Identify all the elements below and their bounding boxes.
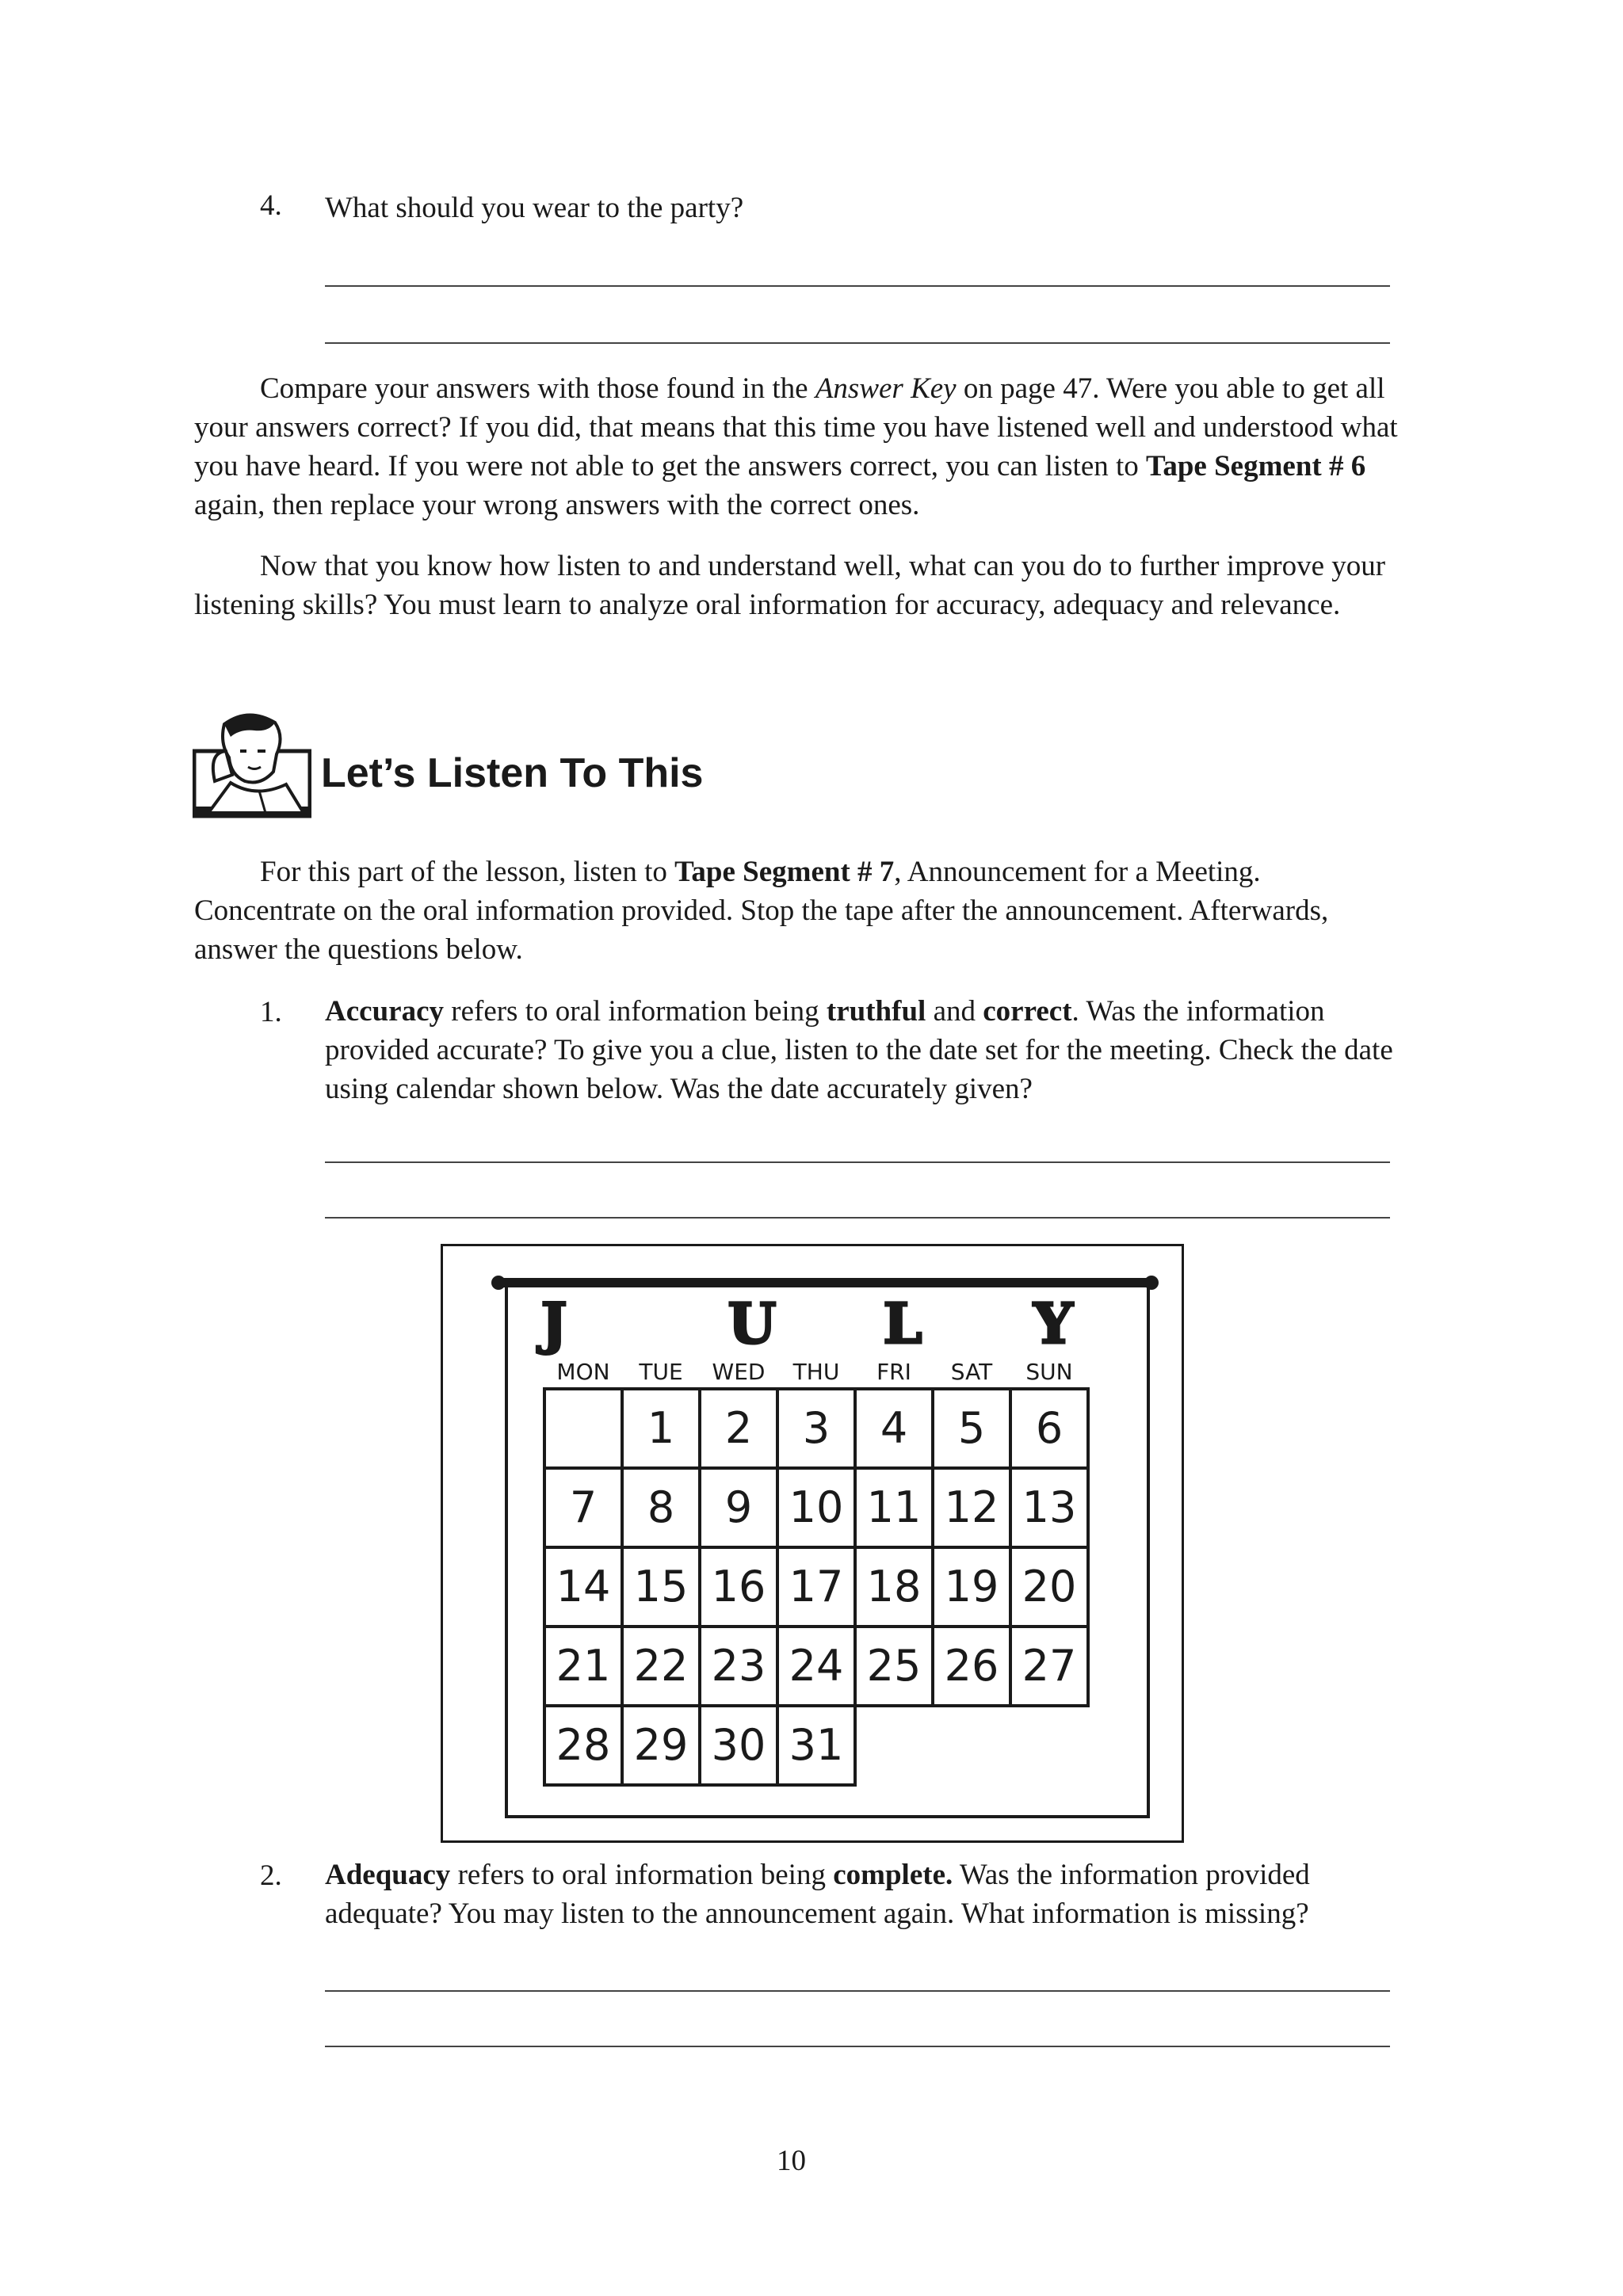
calendar-date: 5 (957, 1403, 986, 1453)
now-paragraph: Now that you know how listen to and understand well, what can you do to further improve your listening skills? You must learn to analyze oral information for accuracy, adequacy and relevance. (194, 550, 1386, 621)
month-letter: U (727, 1291, 777, 1356)
calendar-date: 4 (880, 1403, 908, 1453)
calendar-date: 17 (789, 1562, 844, 1611)
question-1-text: Accuracy refers to oral information being truthful and correct. Was the information provided accurate? To give you a clue, listen to the date set for the meeting. Check the date using calendar shown below. Was the date accurately given? (325, 995, 1393, 1105)
day-header: TUE (639, 1359, 683, 1385)
calendar-date: 13 (1022, 1482, 1077, 1532)
calendar-date: 29 (633, 1720, 689, 1770)
answer-key-ref: Answer Key (815, 372, 957, 405)
calendar-date: 9 (724, 1482, 753, 1532)
compare-paragraph: Compare your answers with those found in the Answer Key on page 47. Were you able to get all your answers correct? If you did, that means that this time you have listened well and understood what you have heard. If you were not able to get the answers correct, you can listen to Tape Segment # 6 again, then replace your wrong answers with the correct ones. (194, 372, 1398, 521)
calendar-date: 16 (711, 1562, 766, 1611)
day-header: FRI (876, 1359, 911, 1385)
day-header: SUN (1025, 1359, 1073, 1385)
section-title: Let’s Listen To This (321, 750, 704, 796)
calendar-date: 10 (789, 1482, 844, 1532)
answer-line[interactable] (325, 285, 1390, 287)
calendar-date: 3 (802, 1403, 831, 1453)
calendar-date: 19 (944, 1562, 999, 1611)
calendar-rod (497, 1278, 1155, 1287)
calendar-date: 12 (944, 1482, 999, 1532)
answer-line[interactable] (325, 1161, 1390, 1163)
question-2-text: Adequacy refers to oral information being complete. Was the information provided adequate? You may listen to the announcement again. What information is missing? (325, 1859, 1310, 1930)
month-letter: L (883, 1291, 922, 1356)
question-1-number: 1. (260, 996, 282, 1028)
july-calendar (441, 1244, 1184, 1843)
calendar-date: 30 (711, 1720, 766, 1770)
day-header: WED (712, 1359, 766, 1385)
calendar-date: 22 (633, 1641, 689, 1691)
calendar-date: 14 (556, 1562, 611, 1611)
calendar-date: 31 (789, 1720, 844, 1770)
month-letter: Y (1033, 1291, 1073, 1356)
calendar-date: 6 (1035, 1403, 1064, 1453)
answer-line[interactable] (325, 2046, 1390, 2047)
answer-line[interactable] (325, 342, 1390, 344)
question-2-number: 2. (260, 1859, 282, 1892)
answer-line[interactable] (325, 1990, 1390, 1992)
calendar-date: 27 (1022, 1641, 1077, 1691)
answer-line[interactable] (325, 1217, 1390, 1219)
calendar-date: 2 (724, 1403, 753, 1453)
calendar-date: 15 (633, 1562, 689, 1611)
tape-segment-6: Tape Segment # 6 (1146, 450, 1366, 482)
day-header: THU (792, 1359, 840, 1385)
calendar-date: 20 (1022, 1562, 1077, 1611)
calendar-date: 1 (647, 1403, 675, 1453)
day-header: SAT (950, 1359, 993, 1385)
page-number: 10 (777, 2145, 806, 2177)
calendar-date: 24 (789, 1641, 844, 1691)
question-4-text: What should you wear to the party? (325, 192, 744, 224)
tape-segment-7: Tape Segment # 7 (674, 856, 895, 888)
calendar-date: 26 (944, 1641, 999, 1691)
calendar-cell (544, 1389, 622, 1468)
calendar-date: 28 (556, 1720, 611, 1770)
listening-boy-icon (193, 705, 311, 819)
calendar-date: 23 (711, 1641, 766, 1691)
question-4-number: 4. (260, 189, 282, 222)
calendar-date: 8 (647, 1482, 675, 1532)
calendar-date: 21 (556, 1641, 611, 1691)
month-letter: J (540, 1291, 567, 1356)
intro-paragraph: For this part of the lesson, listen to Tape Segment # 7, Announcement for a Meeting. Concentrate on the oral information provided. Stop the tape after the announcement. Afterwards, answer the questions below. (194, 856, 1329, 966)
calendar-date: 18 (866, 1562, 922, 1611)
calendar-date: 11 (866, 1482, 922, 1532)
calendar-date: 25 (866, 1641, 922, 1691)
calendar-date: 7 (569, 1482, 598, 1532)
day-header: MON (556, 1359, 610, 1385)
